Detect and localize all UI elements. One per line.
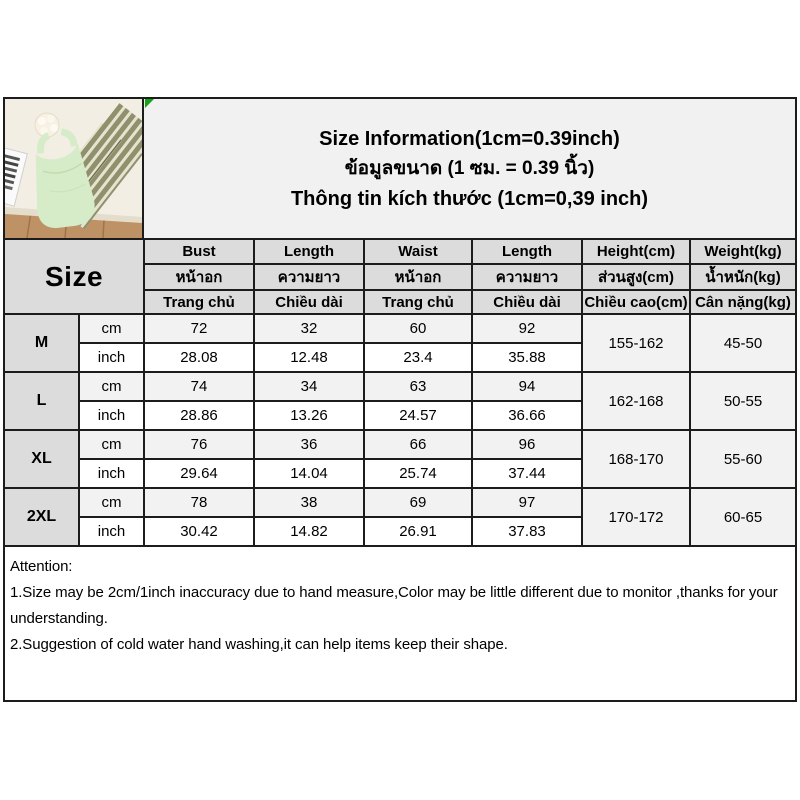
col-header-length1-en: Length: [254, 240, 364, 264]
header-row-english: [5, 240, 795, 264]
col-header-waist-en: Waist: [364, 240, 472, 264]
height-range-cell: 170-172: [582, 488, 690, 546]
value-cell: 78: [144, 488, 254, 517]
unit-label: inch: [79, 459, 144, 488]
value-cell: 13.26: [254, 401, 364, 430]
value-cell: 23.4: [364, 343, 472, 372]
weight-range-cell: 45-50: [690, 314, 795, 372]
col-header-length2-th: ความยาว: [472, 264, 582, 290]
value-cell: 28.86: [144, 401, 254, 430]
row-m-cm: [5, 314, 795, 343]
value-cell: 36.66: [472, 401, 582, 430]
value-cell: 24.57: [364, 401, 472, 430]
weight-range-cell: 55-60: [690, 430, 795, 488]
col-header-waist-th: หน้าอก: [364, 264, 472, 290]
unit-label: inch: [79, 401, 144, 430]
value-cell: 66: [364, 430, 472, 459]
value-cell: 37.44: [472, 459, 582, 488]
col-header-height-th: ส่วนสูง(cm): [582, 264, 690, 290]
value-cell: 72: [144, 314, 254, 343]
value-cell: 60: [364, 314, 472, 343]
col-header-length2-vi: Chiều dài: [472, 290, 582, 314]
top-band: [5, 99, 795, 240]
value-cell: 92: [472, 314, 582, 343]
value-cell: 69: [364, 488, 472, 517]
value-cell: 35.88: [472, 343, 582, 372]
size-label-2xl: 2XL: [5, 488, 79, 546]
size-label-l: L: [5, 372, 79, 430]
value-cell: 14.04: [254, 459, 364, 488]
title-block: [144, 99, 795, 238]
value-cell: 25.74: [364, 459, 472, 488]
unit-label: cm: [79, 372, 144, 401]
value-cell: 30.42: [144, 517, 254, 546]
height-range-cell: 155-162: [582, 314, 690, 372]
value-cell: 74: [144, 372, 254, 401]
col-header-weight-en: Weight(kg): [690, 240, 795, 264]
row-xl-cm: [5, 430, 795, 459]
value-cell: 63: [364, 372, 472, 401]
value-cell: 76: [144, 430, 254, 459]
size-table: [5, 240, 795, 547]
height-range-cell: 168-170: [582, 430, 690, 488]
value-cell: 14.82: [254, 517, 364, 546]
value-cell: 34: [254, 372, 364, 401]
col-header-waist-vi: Trang chủ: [364, 290, 472, 314]
value-cell: 29.64: [144, 459, 254, 488]
green-corner-flag-icon: [145, 99, 154, 108]
title-thai: ข้อมูลขนาด (1 ซม. = 0.39 นิ้ว): [344, 157, 595, 179]
size-corner-cell: Size: [5, 240, 144, 314]
col-header-height-vi: Chiều cao(cm): [582, 290, 690, 314]
product-photo-illustration: [5, 99, 142, 238]
unit-label: cm: [79, 430, 144, 459]
value-cell: 96: [472, 430, 582, 459]
weight-range-cell: 60-65: [690, 488, 795, 546]
col-header-bust-en: Bust: [144, 240, 254, 264]
col-header-height-en: Height(cm): [582, 240, 690, 264]
size-label-m: M: [5, 314, 79, 372]
value-cell: 36: [254, 430, 364, 459]
content-frame: [3, 97, 797, 702]
col-header-bust-vi: Trang chủ: [144, 290, 254, 314]
value-cell: 26.91: [364, 517, 472, 546]
title-english: Size Information(1cm=0.39inch): [319, 127, 620, 150]
unit-label: cm: [79, 488, 144, 517]
unit-label: inch: [79, 517, 144, 546]
row-2xl-cm: [5, 488, 795, 517]
value-cell: 32: [254, 314, 364, 343]
size-label-xl: XL: [5, 430, 79, 488]
attention-section: [5, 547, 795, 700]
col-header-weight-vi: Cân nặng(kg): [690, 290, 795, 314]
value-cell: 12.48: [254, 343, 364, 372]
row-l-cm: [5, 372, 795, 401]
attention-item-1: 1.Size may be 2cm/1inch inaccuracy due to hand measure,Color may be little different due to monitor ,thanks for your understanding.: [10, 584, 778, 627]
value-cell: 37.83: [472, 517, 582, 546]
value-cell: 97: [472, 488, 582, 517]
height-range-cell: 162-168: [582, 372, 690, 430]
col-header-length2-en: Length: [472, 240, 582, 264]
col-header-weight-th: น้ำหนัก(kg): [690, 264, 795, 290]
attention-heading: Attention:: [10, 558, 73, 575]
unit-label: inch: [79, 343, 144, 372]
value-cell: 94: [472, 372, 582, 401]
title-vietnamese: Thông tin kích thước (1cm=0,39 inch): [290, 187, 649, 210]
weight-range-cell: 50-55: [690, 372, 795, 430]
col-header-bust-th: หน้าอก: [144, 264, 254, 290]
product-photo: [5, 99, 144, 238]
col-header-length1-th: ความยาว: [254, 264, 364, 290]
unit-label: cm: [79, 314, 144, 343]
value-cell: 28.08: [144, 343, 254, 372]
attention-item-2: 2.Suggestion of cold water hand washing,it can help items keep their shape.: [10, 636, 508, 653]
col-header-length1-vi: Chiều dài: [254, 290, 364, 314]
value-cell: 38: [254, 488, 364, 517]
